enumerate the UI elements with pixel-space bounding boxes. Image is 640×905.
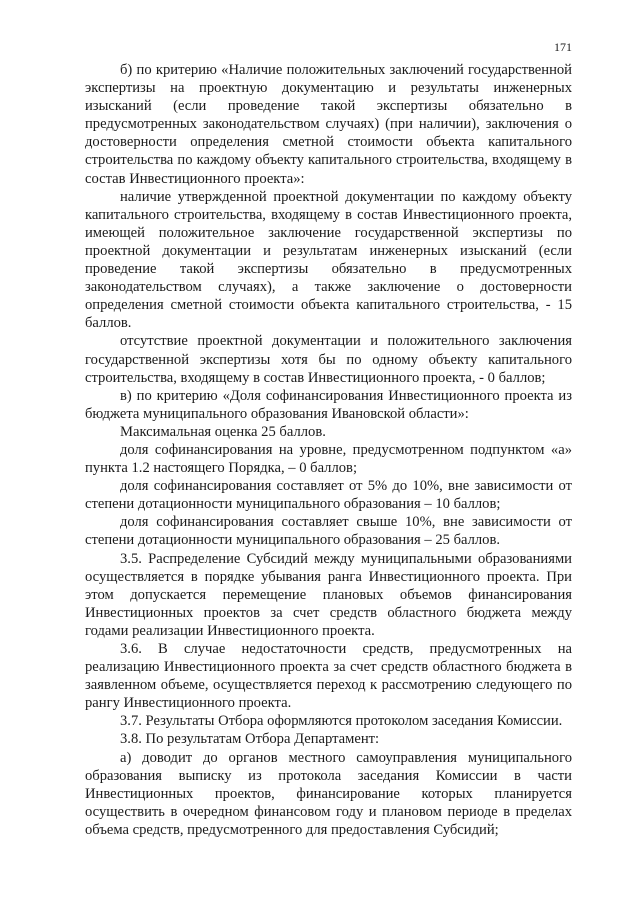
document-body — [85, 61, 572, 839]
paragraph-criterion-c: в) по критерию «Доля софинансирования Инвестиционного проекта из бюджета муниципального образования Ивановской области»: — [85, 387, 572, 422]
paragraph-criterion-b: б) по критерию «Наличие положительных заключений государственной экспертизы на проектную документацию и результаты инженерных изысканий (если проведение такой экспертизы обязательно в предусмотренных законодательством случаях) (при наличии), заключения о достоверности определения сметной стоимости объекта капитального строительства по каждому объекту капитального строительства, входящему в состав Инвестиционного проекта»: — [85, 62, 572, 187]
paragraph-3-5: 3.5. Распределение Субсидий между муниципальными образованиями осуществляется в порядке убывания ранга Инвестиционного проекта. При этом допускается перемещение плановых объемов финансирования Инвестиционных проектов за счет средств областного бюджета между годами реализации Инвестиционного проекта. — [85, 550, 572, 639]
paragraph-3-8: 3.8. По результатам Отбора Департамент: — [120, 731, 380, 748]
paragraph-share-over-10: доля софинансирования составляет свыше 10%, вне зависимости от степени дотационности муниципального образования – 25 баллов. — [85, 514, 572, 549]
paragraph-share-5-10: доля софинансирования составляет от 5% до 10%, вне зависимости от степени дотационности муниципального образования – 10 баллов; — [85, 478, 572, 513]
paragraph-approved-docs-15: наличие утвержденной проектной документации по каждому объекту капитального строительства, входящему в состав Инвестиционного проекта, имеющей положительное заключение государственной экспертизы по проектной документации и результатам инженерных изысканий (если проведение такой экспертизы обязательно в предусмотренных законодательством случаях), а также заключение о достоверности определения сметной стоимости объекта капитального строительства, - 15 баллов. — [85, 188, 572, 332]
page-number: 171 — [554, 40, 572, 54]
paragraph-max-score: Максимальная оценка 25 баллов. — [120, 423, 326, 440]
paragraph-no-docs-0: отсутствие проектной документации и положительного заключения государственной экспертизы хотя бы по одному объекту капитального строительства, входящему в состав Инвестиционного проекта, - 0 баллов; — [85, 333, 572, 386]
paragraph-3-6: 3.6. В случае недостаточности средств, предусмотренных на реализацию Инвестиционного проекта за счет средств областного бюджета в заявленном объеме, осуществляется переход к рассмотрению следующего по рангу Инвестиционного проекта. — [85, 641, 572, 712]
paragraph-3-8-a: а) доводит до органов местного самоуправления муниципального образования выписку из протокола заседания Комиссии в части Инвестиционных проектов, финансирование которых планируется осуществить в очередном финансовом году и плановом периоде в пределах объема средств, предусмотренного для предоставления Субсидий; — [85, 749, 572, 838]
paragraph-share-base: доля софинансирования на уровне, предусмотренном подпунктом «а» пункта 1.2 настоящего Порядка, – 0 баллов; — [85, 441, 572, 477]
paragraph-3-7: 3.7. Результаты Отбора оформляются протоколом заседания Комиссии. — [120, 713, 563, 730]
